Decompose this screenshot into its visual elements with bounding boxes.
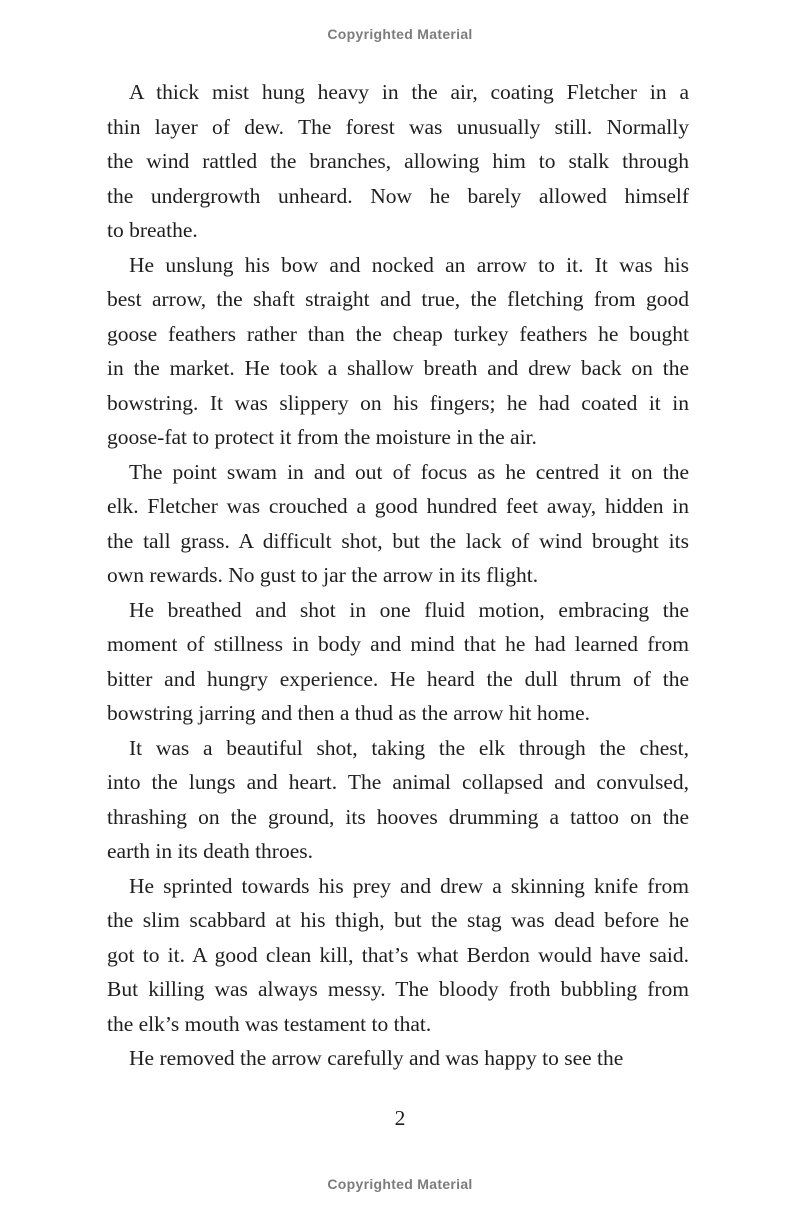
- text-line: in the market. He took a shallow breath and drew back on the: [107, 356, 689, 380]
- text-line: It was a beautiful shot, taking the elk through the chest,: [129, 735, 689, 760]
- text-line: elk. Fletcher was crouched a good hundred feet away, hidden in: [107, 494, 689, 518]
- text-line: He breathed and shot in one fluid motion, embracing the: [129, 597, 689, 622]
- paragraph: [107, 593, 689, 731]
- text-line: He unslung his bow and nocked an arrow to it. It was his: [129, 252, 689, 277]
- text-line: got to it. A good clean kill, that’s what Berdon would have said.: [107, 942, 689, 967]
- text-line: thrashing on the ground, its hooves drumming a tattoo on the: [107, 804, 689, 829]
- paragraph: [107, 248, 689, 455]
- paragraph: [107, 75, 689, 248]
- text-line: bowstring jarring and then a thud as the arrow hit home.: [107, 701, 591, 725]
- text-line: goose-fat to protect it from the moisture in the air.: [107, 425, 537, 449]
- paragraph: [107, 455, 689, 593]
- text-line: the tall grass. A difficult shot, but the lack of wind brought its: [107, 528, 689, 553]
- text-line: earth in its death throes.: [107, 839, 313, 863]
- text-line: He sprinted towards his prey and drew a skinning knife from: [129, 873, 689, 898]
- header-copyright-notice: Copyrighted Material: [327, 26, 473, 42]
- text-line: But killing was always messy. The bloody froth bubbling from: [107, 977, 689, 1001]
- text-line: A thick mist hung heavy in the air, coating Fletcher in a: [129, 80, 689, 104]
- paragraph: [107, 731, 689, 869]
- text-line: the wind rattled the branches, allowing him to stalk through: [107, 149, 689, 173]
- text-line: goose feathers rather than the cheap turkey feathers he bought: [107, 321, 689, 346]
- text-line: The point swam in and out of focus as he centred it on the: [129, 459, 689, 484]
- text-line: the undergrowth unheard. Now he barely allowed himself: [107, 183, 689, 208]
- text-line: into the lungs and heart. The animal collapsed and convulsed,: [107, 770, 689, 794]
- text-line: bitter and hungry experience. He heard the dull thrum of the: [107, 666, 689, 691]
- paragraph: [107, 869, 689, 1042]
- text-line: He removed the arrow carefully and was happy to see the: [129, 1046, 624, 1070]
- text-line: bowstring. It was slippery on his fingers; he had coated it in: [107, 390, 689, 415]
- paragraph: [107, 1041, 689, 1076]
- text-line: thin layer of dew. The forest was unusually still. Normally: [107, 114, 689, 139]
- footer-copyright-notice: Copyrighted Material: [327, 1176, 473, 1192]
- text-line: to breathe.: [107, 218, 198, 242]
- text-line: the slim scabbard at his thigh, but the stag was dead before he: [107, 908, 689, 932]
- text-line: best arrow, the shaft straight and true, the fletching from good: [107, 287, 689, 311]
- text-line: own rewards. No gust to jar the arrow in its flight.: [107, 563, 539, 587]
- page-number: 2: [394, 1106, 406, 1130]
- text-line: the elk’s mouth was testament to that.: [107, 1011, 432, 1036]
- body-text: [107, 75, 689, 1076]
- text-line: moment of stillness in body and mind that he had learned from: [107, 632, 689, 656]
